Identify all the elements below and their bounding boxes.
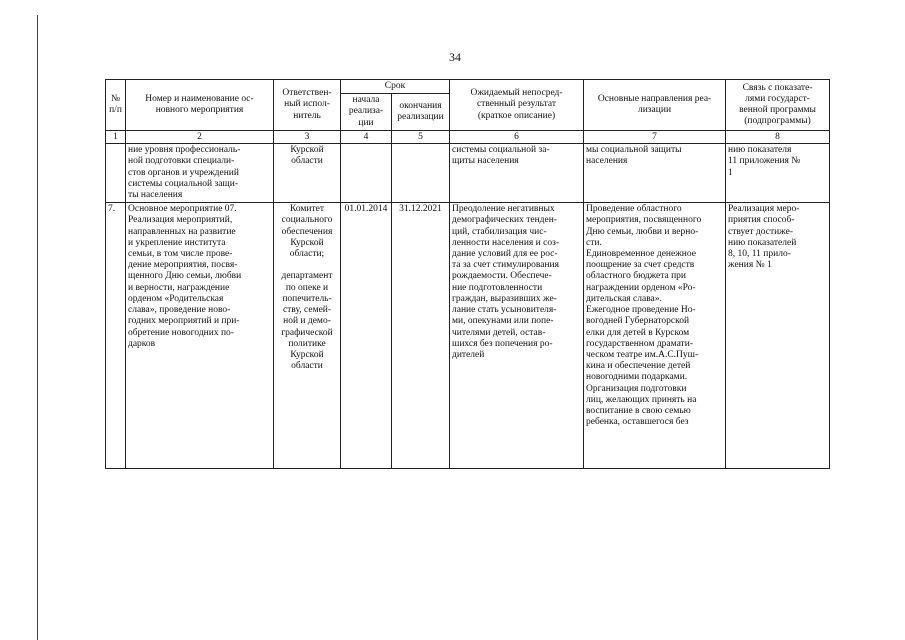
row-num-cell [106,144,126,203]
program-activities-table [105,79,830,469]
header-link: Связь с показате- лями государст- венной программы (подпрограммы) [726,80,830,131]
directions-cell: мы социальной защиты населения [584,144,726,203]
expected-result-cell: системы социальной за- щиты населения [450,144,584,203]
header-responsible: Ответствен- ный испол- нитель [274,80,341,131]
table-row [106,203,830,469]
responsible-cell: Курской области [274,144,341,203]
header-term: Срок [341,80,450,94]
header-directions: Основные направления реа- лизации [584,80,726,131]
term-start-cell [341,144,392,203]
column-number: 7 [584,130,726,143]
column-number: 5 [392,130,450,143]
header-num: № п/п [106,80,126,131]
column-number-row [106,130,830,143]
indicator-link-cell: Реализация меро- приятия способ- ствует достиже- нию показателей 8, 10, 11 прило- жения № 1 [726,203,830,469]
page-left-margin-line [37,15,38,640]
indicator-link-cell: нию показателя 11 приложения № 1 [726,144,830,203]
column-number: 6 [450,130,584,143]
activity-name-cell: Основное мероприятие 07. Реализация мероприятий, направленных на развитие и укрепление института семьи, в том числе прове- дение мероприятия, посвя- щенного Дню семьи, любви и верности, награждение орденом «Родительская слава», проведение ново- годних мероприятий и при- обретение новогодних по- дарков [126,203,274,469]
expected-result-cell: Преодоление негативных демографических тенден- ций, стабилизация чис- ленности населения и соз- дание условий для ее рос- та за счет стимулирования рождаемости. Обеспече- ние подготовленности граждан, выразивших же- лание стать усыновителя- ми, опекунами или попе- чителями детей, остав- шихся без попечения ро- дителей [450,203,584,469]
column-number: 3 [274,130,341,143]
term-end-cell: 31.12.2021 [392,203,450,469]
row-num-cell: 7. [106,203,126,469]
header-term-start: начала реализа- ции [341,94,392,131]
header-row-1 [106,80,830,94]
term-start-cell: 01.01.2014 [341,203,392,469]
directions-cell: Проведение областного мероприятия, посвященного Дню семьи, любви и верно- сти. Единовременное денежное поощрение за счет средств областного бюджета при награждении орденом «Ро- дительская слава». Ежегодное проведение Но- вогодней Губернаторской елки для детей в Курском государственном драмати- ческом театре им.А.С.Пуш- кина и обеспечение детей новогодними подарками. Организация подготовки лиц, желающих принять на воспитание в свою семью ребенка, оставшегося без [584,203,726,469]
column-number: 1 [106,130,126,143]
header-name: Номер и наименование ос- новного мероприятия [126,80,274,131]
table-row [106,144,830,203]
responsible-cell: Комитет социального обеспечения Курской области; департамент по опеке и попечитель- ству, семей- ной и демо- графической политике Курской области [274,203,341,469]
activity-name-cell: ние уровня профессиональ- ной подготовки специали- стов органов и учреждений системы социальной защи- ты населения [126,144,274,203]
header-result: Ожидаемый непосред- ственный результат (краткое описание) [450,80,584,131]
header-term-end: окончания реализации [392,94,450,131]
term-end-cell [392,144,450,203]
column-number: 4 [341,130,392,143]
column-number: 8 [726,130,830,143]
column-number: 2 [126,130,274,143]
page-number: 34 [449,50,461,64]
